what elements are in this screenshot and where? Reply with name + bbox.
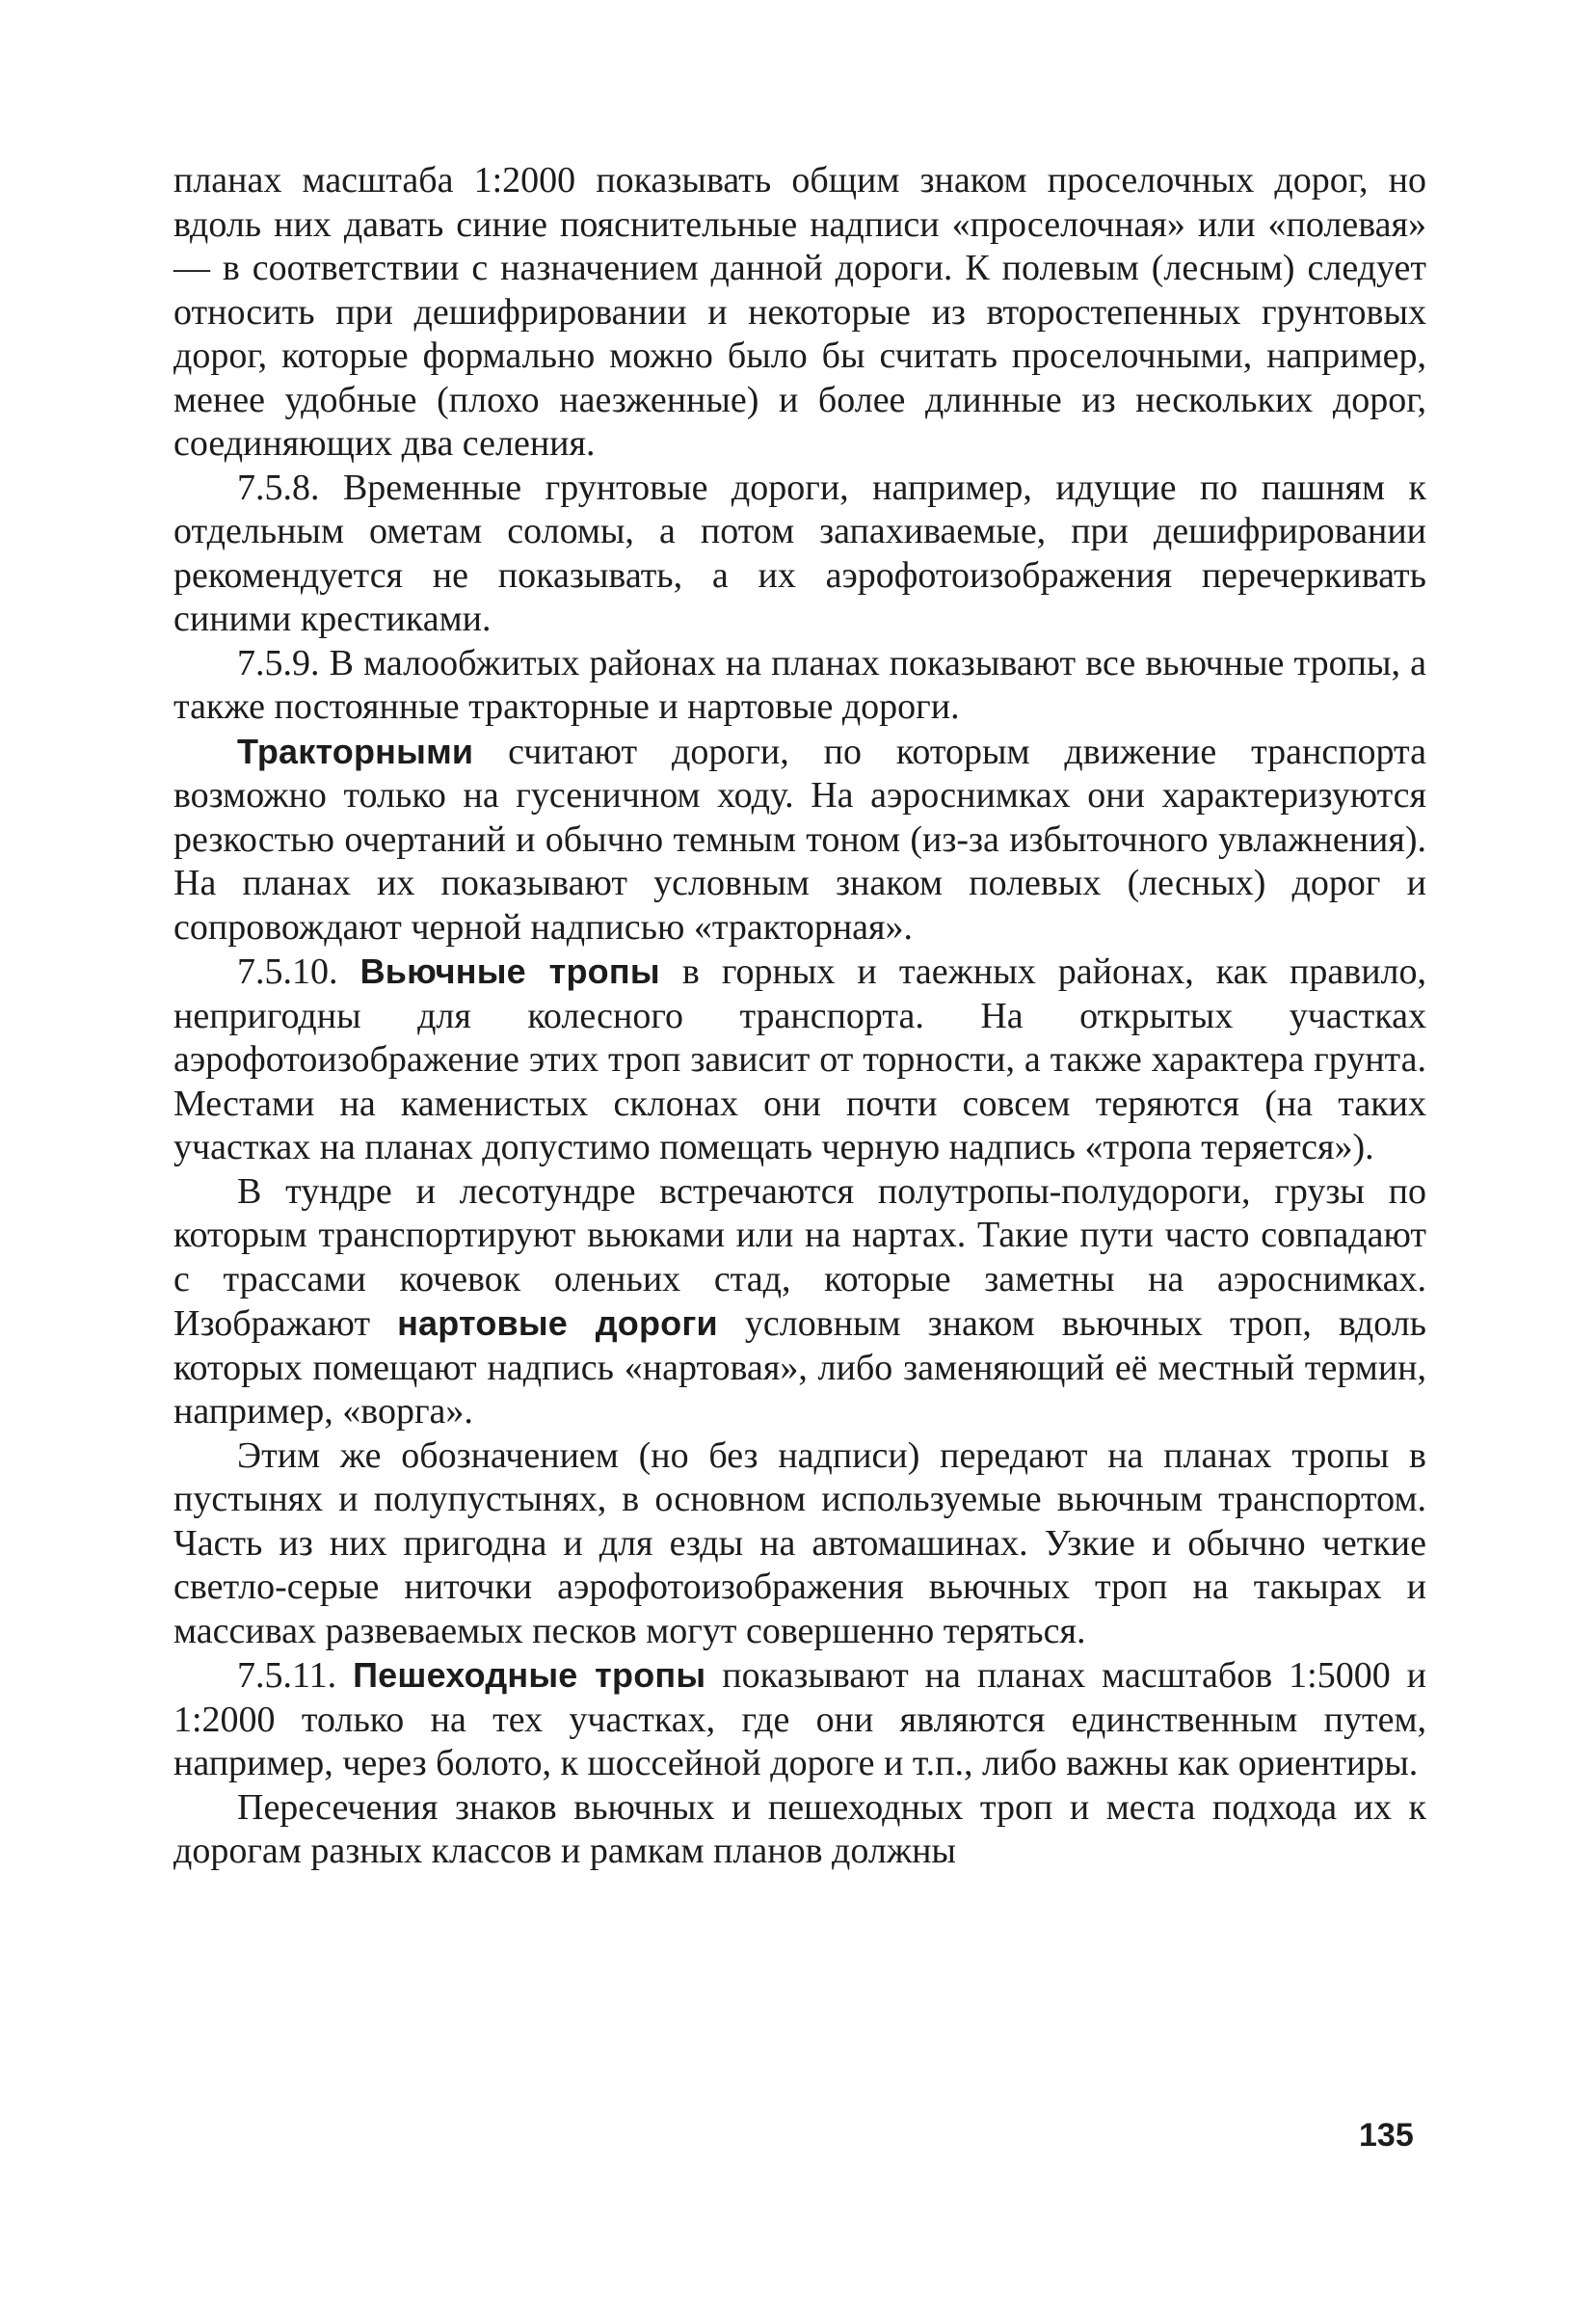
- paragraph-1-text: планах масштаба 1:2000 показывать общим знаком проселочных дорог, но вдоль них давать синие пояснительные надписи «проселочная» или «полевая» — в соответствии с назначением данной дороги. К полевым (лесным) следует относить при дешифрировании и некоторые из второстепенных грунтовых дорог, которые формально можно было бы считать проселочными, например, менее удобные (плохо наезженные) и более длинные из нескольких дорог, соединяющих два селения.: [173, 160, 1426, 464]
- paragraph-6-term: нартовые дороги: [397, 1303, 718, 1343]
- paragraph-6-text-end: условным знаком вьючных троп, вдоль которых помещают надпись «нартовая», либо заменяющий её местный термин, например, «ворга».: [173, 1303, 1426, 1432]
- paragraph-8-term: Пешеходные тропы: [353, 1655, 706, 1695]
- paragraph-9: [173, 1786, 1426, 1874]
- paragraph-5-text: в горных и таежных районах, как правило, непригодны для колесного транспорта. На открытых участках аэрофотоизображение этих троп зависит от торности, а также характера грунта. Местами на каменистых склонах они почти совсем теряются (на таких участках на планах допустимо помещать черную надпись «тропа теряется»).: [173, 951, 1426, 1167]
- paragraph-7-text: Этим же обозначением (но без надписи) передают на планах тропы в пустынях и полупустынях, в основном используемые вьючным транспортом. Часть из них пригодна и для езды на автомашинах. Узкие и обычно четкие светло-серые ниточки аэрофотоизображения вьючных троп на такырах и массивах развеваемых песков могут совершенно теряться.: [173, 1434, 1426, 1651]
- paragraph-8-text: показывают на планах масштабов 1:5000 и 1:2000 только на тех участках, где они являются единственным путем, например, через болото, к шоссейной дороге и т.п., либо важны как ориентиры.: [173, 1655, 1426, 1783]
- paragraph-6: [173, 1170, 1426, 1434]
- page-number: 135: [1359, 2117, 1414, 2154]
- paragraph-4: [173, 730, 1426, 951]
- paragraph-3-text: 7.5.9. В малообжитых районах на планах показывают все вьючные тропы, а также постоянные тракторные и нартовые дороги.: [173, 642, 1426, 727]
- paragraph-4-term: Тракторными: [237, 731, 474, 771]
- paragraph-2: [173, 467, 1426, 642]
- paragraph-8: [173, 1653, 1426, 1786]
- paragraph-1: [173, 159, 1426, 467]
- page-body: [173, 159, 1426, 1874]
- paragraph-8-number: 7.5.11.: [237, 1655, 354, 1696]
- paragraph-5-term: Вьючные тропы: [359, 951, 660, 991]
- paragraph-5-number: 7.5.10.: [237, 951, 360, 992]
- paragraph-2-text: 7.5.8. Временные грунтовые дороги, например, идущие по пашням к отдельным ометам соломы, а потом запахиваемые, при дешифрировании рекомендуется не показывать, а их аэрофотоизображения перечеркивать синими крестиками.: [173, 467, 1426, 639]
- paragraph-9-text: Пересечения знаков вьючных и пешеходных троп и места подхода их к дорогам разных классов и рамкам планов должны: [173, 1786, 1426, 1871]
- paragraph-6-text-start: В тундре и лесотундре встречаются полутропы-полудороги, грузы по которым транспортируют вьюками или на нартах. Такие пути часто совпадают с трассами кочевок оленьих стад, которые заметны на аэроснимках. Изображают: [173, 1170, 1426, 1344]
- paragraph-3: [173, 642, 1426, 730]
- paragraph-4-text: считают дороги, по которым движение транспорта возможно только на гусеничном ходу. На аэроснимках они характеризуются резкостью очертаний и обычно темным тоном (из-за избыточного увлажнения). На планах их показывают условным знаком полевых (лесных) дорог и сопровождают черной надписью «тракторная».: [173, 731, 1426, 948]
- paragraph-7: [173, 1434, 1426, 1654]
- paragraph-5: [173, 950, 1426, 1170]
